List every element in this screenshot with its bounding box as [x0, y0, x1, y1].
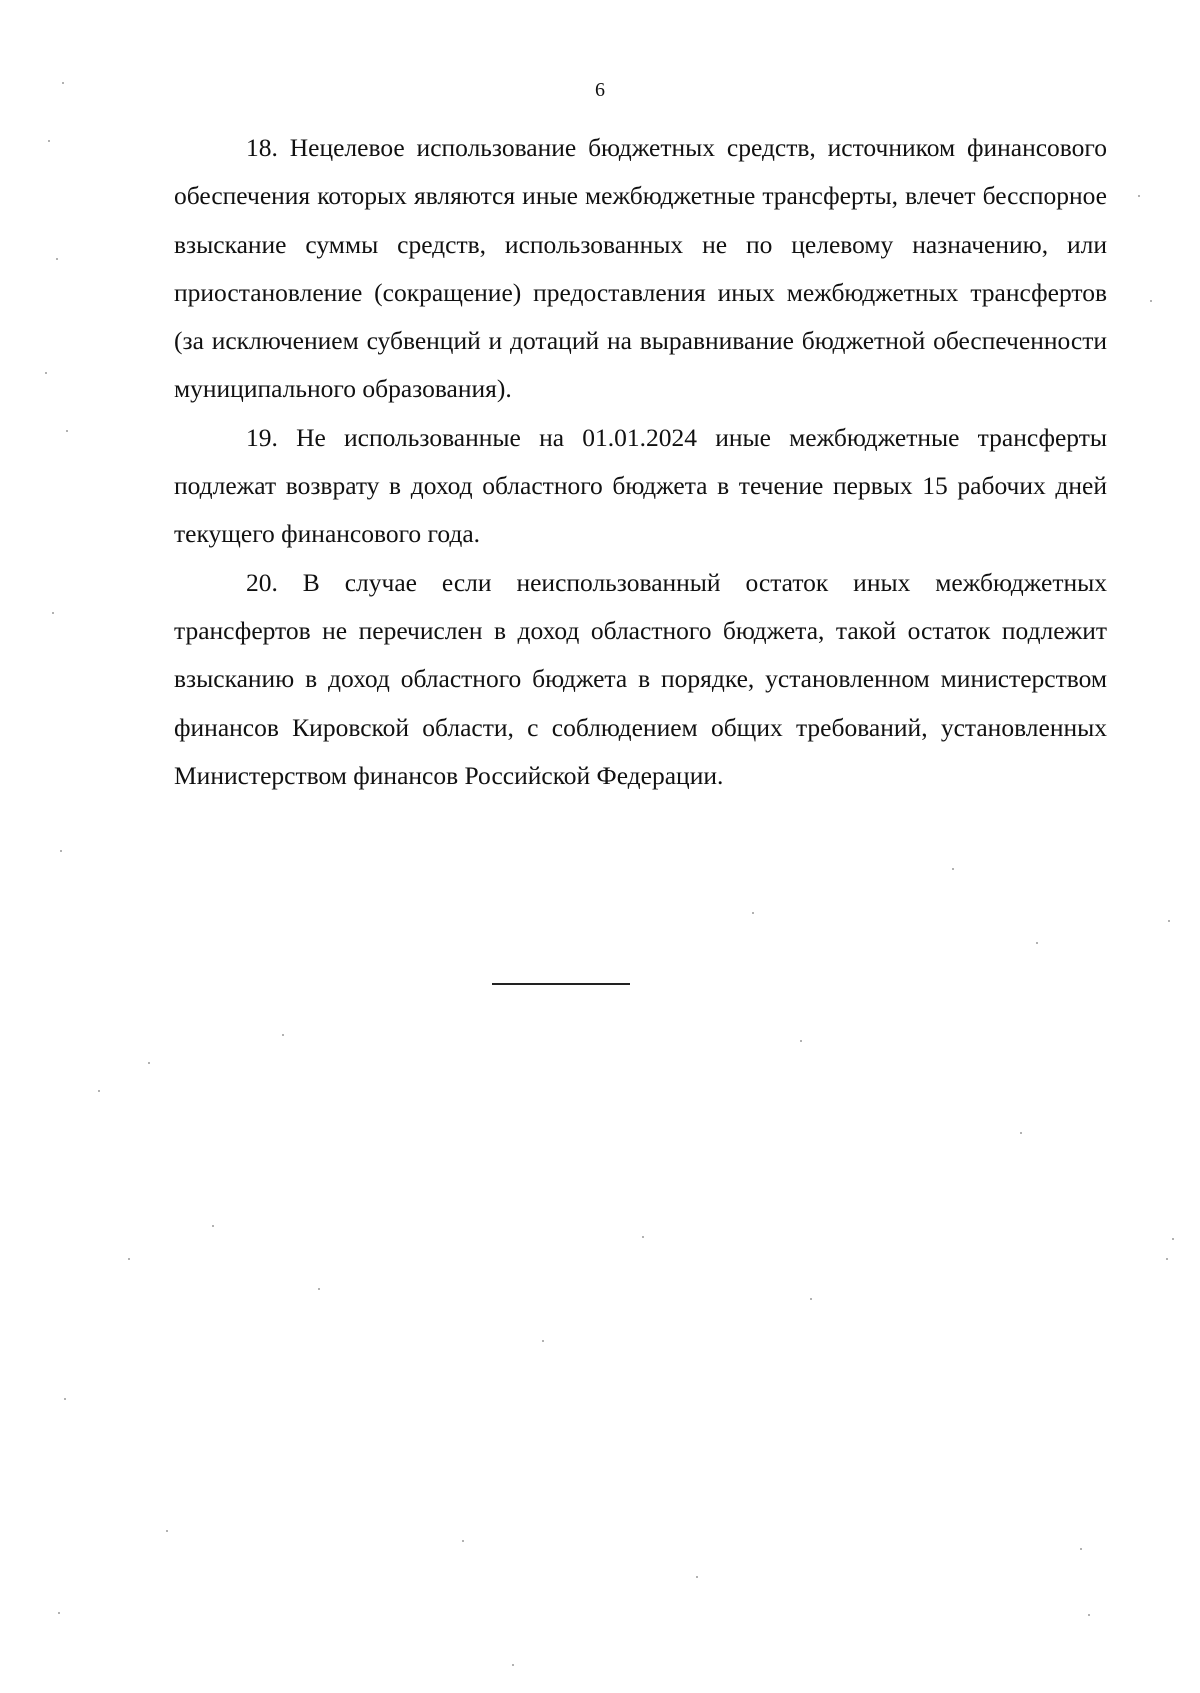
scan-speck: [462, 1540, 464, 1542]
scan-speck: [1088, 1614, 1090, 1616]
scan-speck: [800, 1040, 802, 1042]
scan-speck: [62, 82, 64, 84]
scan-speck: [1080, 1548, 1082, 1550]
scan-speck: [56, 258, 58, 260]
scan-speck: [1166, 1258, 1168, 1260]
scan-speck: [282, 1034, 284, 1036]
scan-speck: [1020, 1132, 1022, 1134]
scan-speck: [52, 612, 54, 614]
scan-speck: [48, 140, 50, 142]
scan-speck: [66, 430, 68, 432]
paragraph-18: 18. Нецелевое использование бюджетных средств, источником финансового обеспечения которых являются иные межбюджетные трансферты, влечет бесспорное взыскание суммы средств, использованных не по целевому назначению, или приостановление (сокращение) предоставления иных межбюджетных трансфертов (за исключением субвенций и дотаций на выравнивание бюджетной обеспеченности муниципального образования).: [174, 133, 1107, 404]
scan-speck: [1172, 1238, 1174, 1240]
scan-speck: [212, 1225, 214, 1227]
scan-speck: [58, 1612, 60, 1614]
end-of-text-rule: [492, 983, 630, 985]
scan-speck: [128, 1258, 130, 1260]
scan-speck: [696, 1576, 698, 1578]
scan-speck: [318, 1288, 320, 1290]
scan-speck: [1168, 920, 1170, 922]
scan-speck: [64, 1398, 66, 1400]
scan-speck: [60, 850, 62, 852]
scan-speck: [642, 1236, 644, 1238]
paragraph-20: 20. В случае если неиспользованный остаток иных межбюджетных трансфертов не перечислен в доход областного бюджета, такой остаток подлежит взысканию в доход областного бюджета в порядке, установленном министерством финансов Кировской области, с соблюдением общих требований, установленных Министерством финансов Российской Федерации.: [174, 567, 1107, 790]
scan-speck: [1036, 942, 1038, 944]
scan-speck: [45, 372, 47, 374]
scan-speck: [98, 1090, 100, 1092]
scan-speck: [752, 912, 754, 914]
scan-speck: [512, 1664, 514, 1666]
scan-speck: [166, 1530, 168, 1532]
scan-speck: [1138, 195, 1140, 197]
scan-speck: [542, 1340, 544, 1342]
scan-speck: [810, 1298, 812, 1300]
scan-speck: [1150, 300, 1152, 302]
scan-speck: [148, 1062, 150, 1064]
scan-speck: [952, 868, 954, 870]
page-number: 6: [595, 79, 605, 101]
document-body: [174, 124, 1107, 800]
paragraph-19: 19. Не использованные на 01.01.2024 иные межбюджетные трансферты подлежат возврату в доход областного бюджета в течение первых 15 рабочих дней текущего финансового года.: [174, 422, 1107, 549]
